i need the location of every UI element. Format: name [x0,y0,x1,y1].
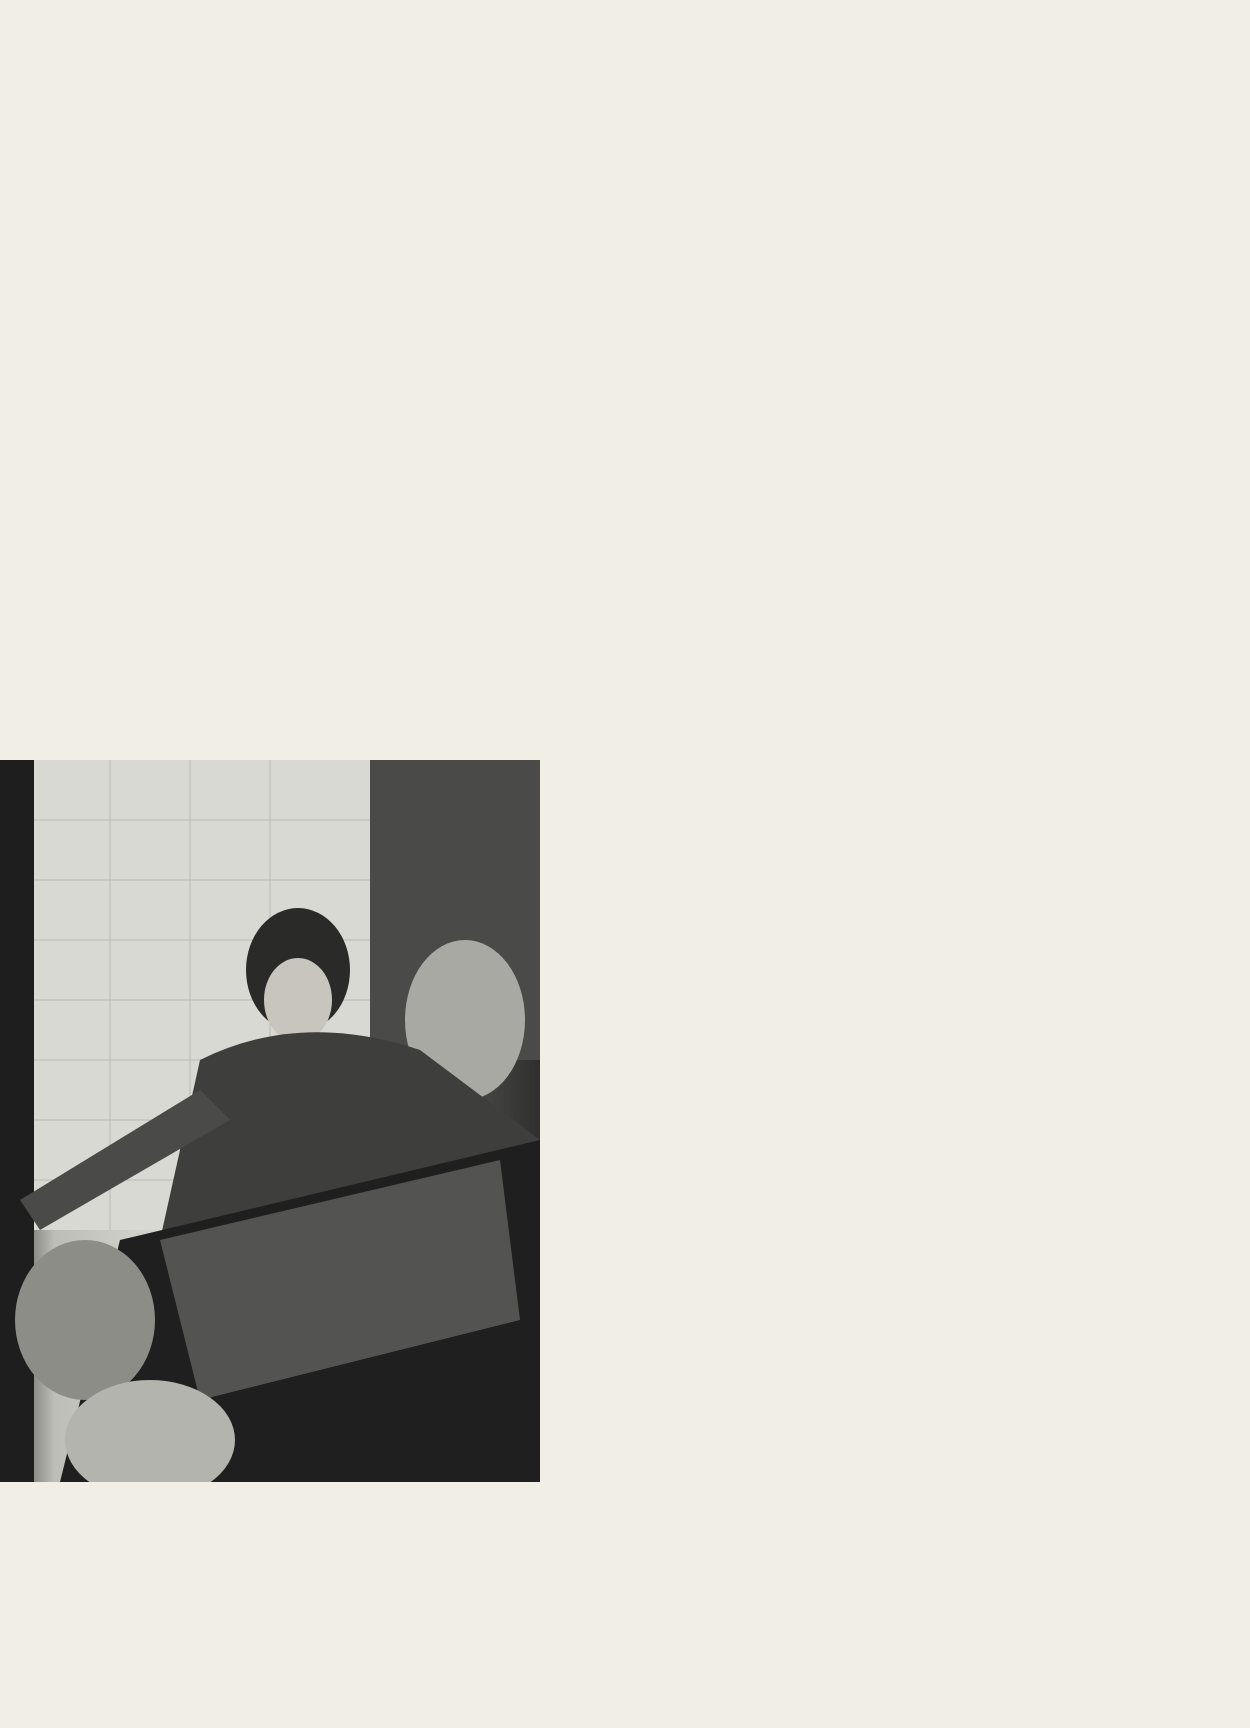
candid-dance-photo [0,760,540,1482]
